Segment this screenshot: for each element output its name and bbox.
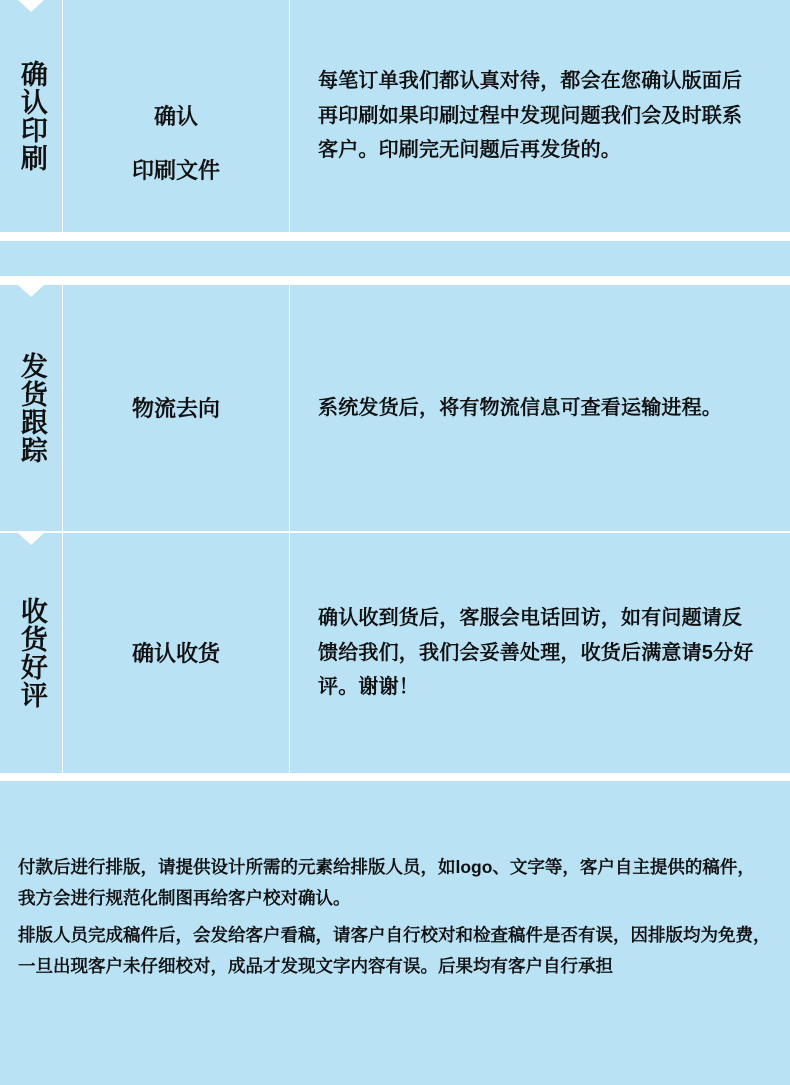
step-row-confirm-printing: [0, 0, 790, 232]
step-title-2: 物流去向: [131, 395, 220, 421]
footer-paragraph-1: 付款后进行排版，请提供设计所需的元素给排版人员，如logo、文字等，客户自主提供的稿件，我方会进行规范化制图再给客户校对确认。: [18, 857, 755, 909]
step-body-2: 系统发货后，将有物流信息可查看运输进程。: [318, 396, 722, 419]
step-label-cell-1: [0, 0, 62, 232]
separator-strip: [0, 773, 790, 781]
separator-strip: [0, 276, 790, 285]
step-label-cell-2: [0, 285, 62, 531]
step-title-3: 确认收货: [131, 640, 220, 666]
step-body-cell-1: [290, 0, 790, 232]
step-label-2: 发货跟踪: [16, 352, 47, 464]
separator-strip: [0, 232, 790, 241]
step-body-cell-3: [290, 533, 790, 773]
footer-notes: [0, 852, 790, 983]
step-body-3: 确认收到货后，客服会电话回访，如有问题请反馈给我们，我们会妥善处理，收货后满意请5分好评。谢谢！: [318, 607, 754, 699]
step-title-cell-2: [63, 285, 289, 531]
step-title-cell-3: [63, 533, 289, 773]
step-label-cell-3: [0, 533, 62, 773]
step-label-3: 收货好评: [16, 597, 47, 709]
step-title-cell-1b: [63, 0, 289, 286]
step-title-1-line1: 确认: [153, 103, 198, 129]
step-label-1: 确认印刷: [16, 60, 47, 172]
step-title-1-line2: 印刷文件: [131, 157, 220, 183]
step-row-confirm-receipt: [0, 533, 790, 773]
step-row-shipping-tracking: [0, 285, 790, 531]
step-body-cell-2: [290, 285, 790, 531]
footer-paragraph-2: 排版人员完成稿件后，会发给客户看稿，请客户自行校对和检查稿件是否有误，因排版均为免费，一旦出现客户未仔细校对，成品才发现文字内容有误。后果均有客户自行承担: [18, 925, 771, 977]
step-body-1: 每笔订单我们都认真对待，都会在您确认版面后再印刷如果印刷过程中发现问题我们会及时联系客户。印刷完无问题后再发货的。: [318, 70, 743, 162]
